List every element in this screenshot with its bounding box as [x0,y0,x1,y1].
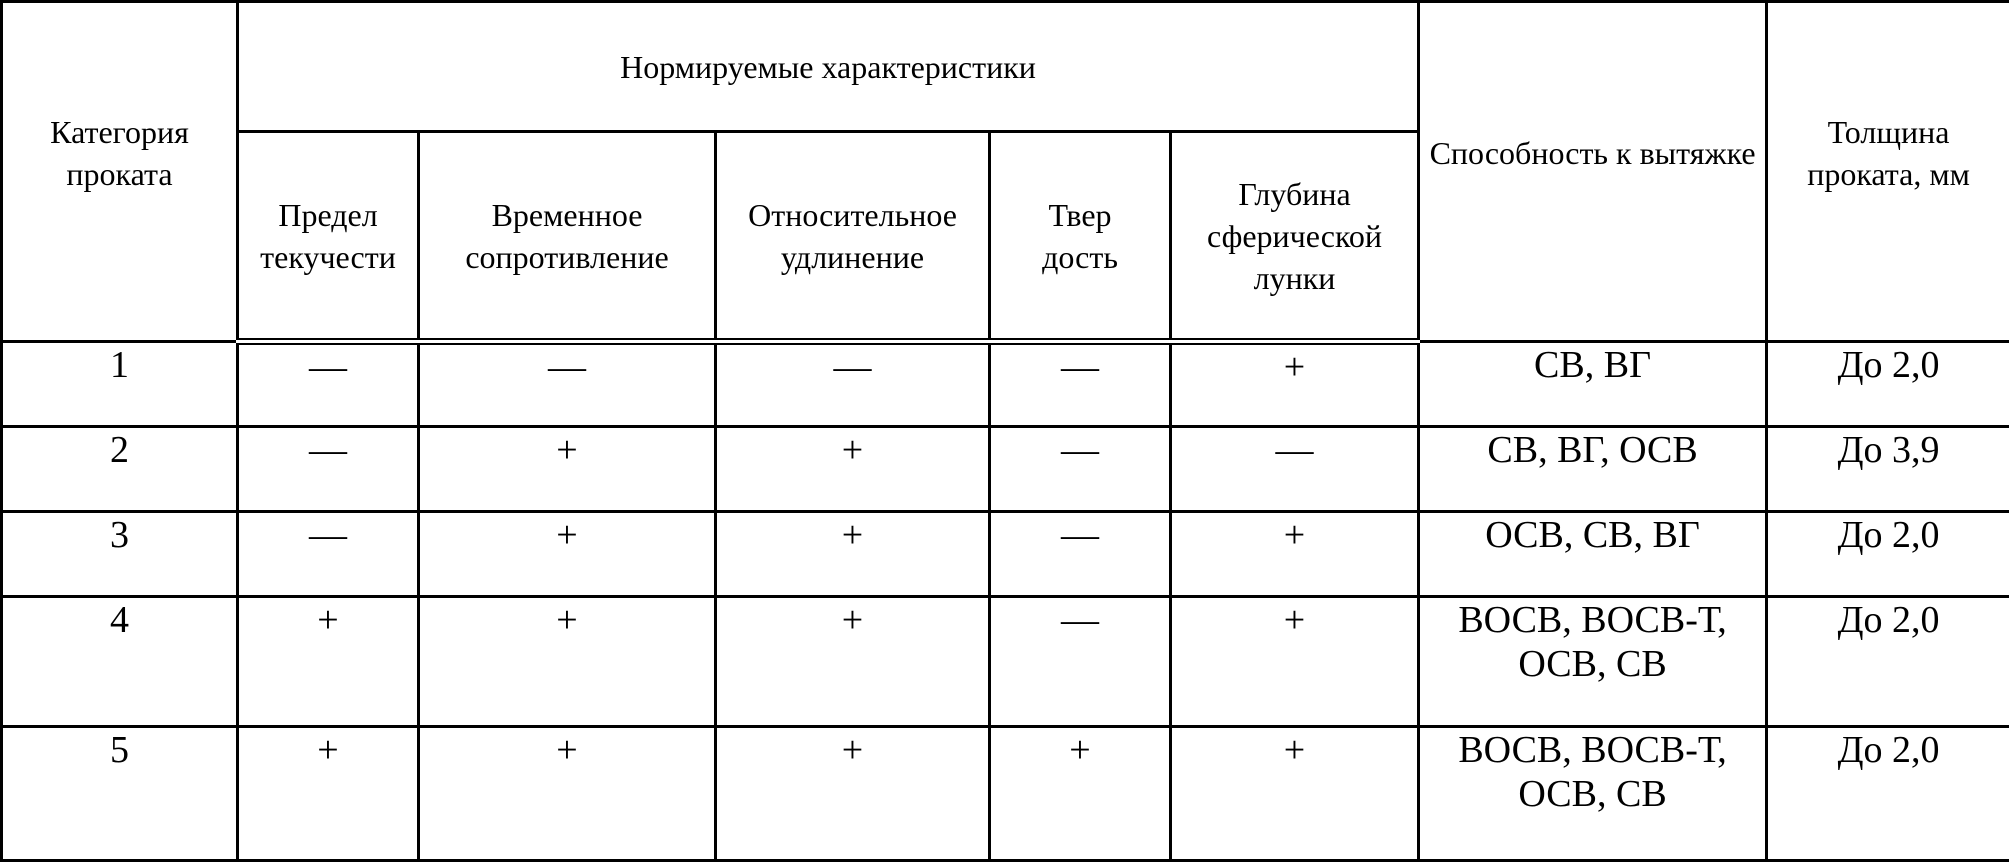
cell-category: 1 [2,342,238,427]
table-row [2,342,2009,427]
cell-hardness: — [990,342,1171,427]
header-row-1 [2,2,2009,132]
cell-drawability: СВ, ВГ [1419,342,1767,427]
cell-yield-strength: + [238,597,419,727]
cell-cupping-depth: + [1171,342,1419,427]
cell-thickness: До 2,0 [1767,342,2009,427]
cell-elongation: + [716,512,990,597]
cell-hardness: — [990,597,1171,727]
cell-tensile-strength: + [419,427,716,512]
cell-yield-strength: + [238,727,419,861]
cell-hardness: + [990,727,1171,861]
cell-elongation: + [716,727,990,861]
cell-drawability: ВОСВ, ВОСВ-Т, ОСВ, СВ [1419,727,1767,861]
cell-yield-strength: — [238,512,419,597]
header-tensile-strength: Временное сопротивление [419,132,716,342]
cell-yield-strength: — [238,342,419,427]
cell-thickness: До 2,0 [1767,597,2009,727]
cell-cupping-depth: + [1171,597,1419,727]
cell-drawability: ОСВ, СВ, ВГ [1419,512,1767,597]
table-row [2,512,2009,597]
cell-category: 4 [2,597,238,727]
cell-category: 3 [2,512,238,597]
header-drawability: Способность к вытяжке [1419,2,1767,342]
cell-cupping-depth: + [1171,727,1419,861]
cell-category: 5 [2,727,238,861]
header-hardness: Твер дость [990,132,1171,342]
cell-yield-strength: — [238,427,419,512]
cell-drawability: СВ, ВГ, ОСВ [1419,427,1767,512]
table-row [2,727,2009,861]
cell-tensile-strength: + [419,597,716,727]
cell-elongation: + [716,597,990,727]
header-thickness: Толщина проката, мм [1767,2,2009,342]
cell-drawability: ВОСВ, ВОСВ-Т, ОСВ, СВ [1419,597,1767,727]
cell-hardness: — [990,427,1171,512]
cell-elongation: + [716,427,990,512]
cell-category: 2 [2,427,238,512]
cell-hardness: — [990,512,1171,597]
table-row [2,597,2009,727]
cell-cupping-depth: — [1171,427,1419,512]
cell-thickness: До 3,9 [1767,427,2009,512]
cell-tensile-strength: + [419,512,716,597]
header-category: Категория проката [2,2,238,342]
cell-cupping-depth: + [1171,512,1419,597]
cell-tensile-strength: + [419,727,716,861]
cell-thickness: До 2,0 [1767,512,2009,597]
header-group-normalized: Нормируемые характеристики [238,2,1419,132]
table-row [2,427,2009,512]
header-cupping-depth: Глубина сферической лунки [1171,132,1419,342]
cell-elongation: — [716,342,990,427]
cell-tensile-strength: — [419,342,716,427]
header-yield-strength: Предел текучести [238,132,419,342]
header-elongation: Относительное удлинение [716,132,990,342]
cell-thickness: До 2,0 [1767,727,2009,861]
